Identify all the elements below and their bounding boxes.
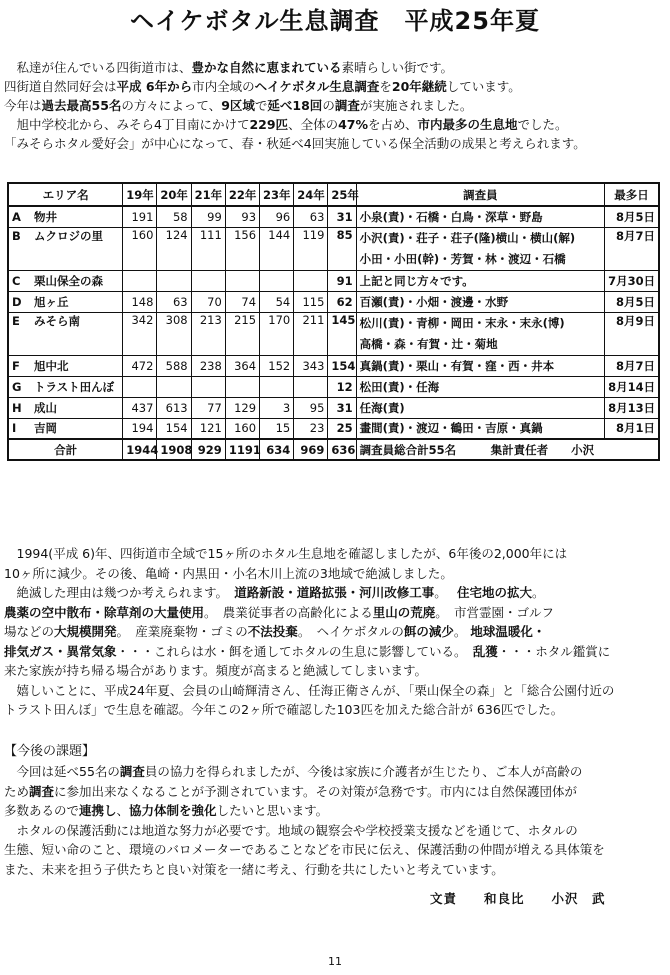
intro-line: 今年は過去最高55名の方々によって、9区域で延べ18回の調査が実施されました。: [4, 98, 473, 113]
count-cell: 85: [328, 227, 356, 270]
history-line: 絶滅した理由は幾つか考えられます。 道路新設・道路拡張・河川改修工事。 住宅地の拡大。: [4, 585, 545, 600]
future-line: ホタルの保護活動には地道な努力が必要です。地域の観察会や学校授業支援などを通じて、ホタルの: [4, 822, 578, 838]
count-cell: 115: [294, 291, 328, 312]
count-cell: 111: [191, 227, 225, 270]
intro-line: 旭中学校北から、みそら4丁目南にかけて229匹、全体の47%を占め、市内最多の生息地でした。: [4, 117, 568, 132]
count-cell: 144: [260, 227, 294, 270]
count-cell: 364: [225, 355, 259, 376]
future-line: 多数あるので連携し、協力体制を強化したいと思います。: [4, 803, 329, 818]
count-cell: 194: [123, 418, 157, 439]
count-cell: 25: [328, 418, 356, 439]
count-cell: 63: [157, 291, 191, 312]
count-cell: 99: [191, 206, 225, 227]
area-label: 旭ヶ丘: [34, 294, 69, 309]
count-cell: 91: [328, 270, 356, 291]
column-header: 21年: [191, 183, 225, 206]
surveyors-cell: 小泉(責)・石橋・白鳥・深草・野島: [356, 206, 605, 227]
count-cell: 238: [191, 355, 225, 376]
count-cell: 343: [294, 355, 328, 376]
peak-date-cell: 8月13日: [605, 397, 659, 418]
count-cell: [294, 376, 328, 397]
area-name: [8, 312, 123, 355]
count-cell: 156: [225, 227, 259, 270]
count-cell: 3: [260, 397, 294, 418]
area-name: [8, 397, 123, 418]
area-label: 吉岡: [34, 421, 57, 436]
history-line: 排気ガス・異常気象・・・これらは水・餌を通してホタルの生息に影響している。 乱獲・・・ホタル鑑賞に: [4, 643, 611, 659]
total-label: 合計: [8, 439, 123, 460]
count-cell: [157, 270, 191, 291]
surveyors-cell: 松田(責)・任海: [356, 376, 605, 397]
table-header-row: [8, 183, 659, 206]
column-header: 19年: [123, 183, 157, 206]
area-letter: C: [12, 273, 21, 288]
total-count-cell: 634: [260, 439, 294, 460]
count-cell: 145: [328, 312, 356, 355]
total-count-cell: 636: [328, 439, 356, 460]
count-cell: 588: [157, 355, 191, 376]
count-cell: 308: [157, 312, 191, 355]
area-letter: A: [12, 209, 21, 224]
total-count-cell: 929: [191, 439, 225, 460]
future-line: また、未来を担う子供たちと良い対策を一緒に考え、行動を共にしたいと考えています。: [4, 861, 504, 877]
area-letter: G: [12, 379, 22, 394]
area-label: 成山: [34, 400, 57, 415]
count-cell: [225, 376, 259, 397]
total-count-cell: 1944: [123, 439, 157, 460]
history-line: 場などの大規模開発。 産業廃棄物・ゴミの不法投棄。 ヘイケボタルの餌の減少。 地球温暖化・: [4, 624, 546, 639]
peak-date-cell: 8月5日: [605, 291, 659, 312]
page-number: 11: [328, 955, 342, 968]
area-label: みそら南: [34, 313, 80, 328]
area-name: [8, 418, 123, 439]
table-row: [8, 206, 659, 227]
count-cell: 213: [191, 312, 225, 355]
column-header: 25年: [328, 183, 356, 206]
column-header: 22年: [225, 183, 259, 206]
peak-date-cell: 8月1日: [605, 418, 659, 439]
area-name: [8, 206, 123, 227]
count-cell: 58: [157, 206, 191, 227]
signature: 文責 和良比 小沢 武: [430, 891, 606, 906]
area-name: [8, 270, 123, 291]
surveyors-cell: 百瀬(責)・小畑・渡邊・水野: [356, 291, 605, 312]
count-cell: 93: [225, 206, 259, 227]
page-title: ヘイケボタル生息調査 平成25年夏: [130, 7, 540, 35]
count-cell: 96: [260, 206, 294, 227]
column-header: 23年: [260, 183, 294, 206]
count-cell: 154: [157, 418, 191, 439]
count-cell: 342: [123, 312, 157, 355]
area-letter: D: [12, 294, 22, 309]
future-line: ため調査に参加出来なくなることが予測されています。その対策が急務です。市内には自然保護団体が: [4, 783, 578, 799]
count-cell: 472: [123, 355, 157, 376]
column-header: 24年: [294, 183, 328, 206]
total-surveyors: 調査員総合計55名 集計責任者 小沢: [356, 439, 659, 460]
column-header: 20年: [157, 183, 191, 206]
future-line: 生態、短い命のこと、環境のバロメーターであることなどを市民に伝え、保護活動の仲間が増える具体策を: [4, 842, 605, 857]
count-cell: 95: [294, 397, 328, 418]
history-line: 農薬の空中散布・除草剤の大量使用。 農業従事者の高齢化による里山の荒廃。 市営霊園・ゴルフ: [4, 604, 555, 620]
count-cell: 152: [260, 355, 294, 376]
total-row: [8, 439, 659, 460]
intro-line: 「みそらホタル愛好会」が中心になって、春・秋延べ4回実施している保全活動の成果と考えられます。: [4, 136, 586, 151]
peak-date-cell: 8月5日: [605, 206, 659, 227]
area-label: 物井: [34, 209, 57, 224]
survey-table: [7, 182, 660, 461]
area-letter: H: [12, 400, 22, 415]
table-row: [8, 270, 659, 291]
count-cell: [157, 376, 191, 397]
count-cell: 23: [294, 418, 328, 439]
surveyors-cell: 上記と同じ方々です。: [356, 270, 605, 291]
count-cell: [294, 270, 328, 291]
count-cell: 121: [191, 418, 225, 439]
count-cell: 437: [123, 397, 157, 418]
count-cell: 129: [225, 397, 259, 418]
count-cell: 148: [123, 291, 157, 312]
count-cell: [123, 376, 157, 397]
count-cell: 170: [260, 312, 294, 355]
table-row: [8, 376, 659, 397]
peak-date-cell: 8月14日: [605, 376, 659, 397]
count-cell: 54: [260, 291, 294, 312]
table-row: [8, 397, 659, 418]
history-paragraph: [4, 544, 664, 720]
total-count-cell: 969: [294, 439, 328, 460]
surveyors-cell: 松川(責)・青柳・岡田・末永・末永(博) 高橋・森・有賀・辻・菊地: [356, 312, 605, 355]
count-cell: 63: [294, 206, 328, 227]
count-cell: [191, 270, 225, 291]
area-name: [8, 291, 123, 312]
surveyors-cell: 任海(責): [356, 397, 605, 418]
total-count-cell: 1191: [225, 439, 259, 460]
count-cell: 62: [328, 291, 356, 312]
count-cell: 160: [225, 418, 259, 439]
count-cell: 613: [157, 397, 191, 418]
peak-date-cell: 8月7日: [605, 227, 659, 270]
history-line: 来た家族が持ち帰る場合があります。頻度が高まると絶滅してしまいます。: [4, 663, 428, 678]
count-cell: 77: [191, 397, 225, 418]
intro-paragraph: [4, 58, 664, 153]
count-cell: 191: [123, 206, 157, 227]
area-name: [8, 376, 123, 397]
area-label: トラスト田んぼ: [34, 379, 115, 394]
intro-line: 私達が住んでいる四街道市は、豊かな自然に恵まれている素晴らしい街です。: [4, 60, 454, 75]
table-row: [8, 418, 659, 439]
table-row: [8, 312, 659, 355]
count-cell: 215: [225, 312, 259, 355]
future-paragraph: [4, 762, 664, 879]
area-letter: B: [12, 228, 21, 243]
history-line: 嬉しいことに、平成24年夏、会員の山崎輝清さん、任海正衛さんが、「栗山保全の森」と「総合公園付近の: [4, 682, 615, 698]
count-cell: [123, 270, 157, 291]
count-cell: [260, 270, 294, 291]
count-cell: 211: [294, 312, 328, 355]
area-label: 栗山保全の森: [34, 273, 103, 288]
area-letter: I: [12, 421, 17, 436]
table-row: [8, 227, 659, 270]
surveyors-cell: 真鍋(責)・栗山・有賀・窪・西・井本: [356, 355, 605, 376]
surveyors-cell: 小沢(責)・荘子・荘子(隆)横山・横山(解) 小田・小田(幹)・芳賀・林・渡辺・石橋: [356, 227, 605, 270]
count-cell: [225, 270, 259, 291]
count-cell: [260, 376, 294, 397]
column-header: 最多日: [605, 183, 659, 206]
intro-line: 四街道自然同好会は平成 6年から市内全域のヘイケボタル生息調査を20年継続しています。: [4, 79, 521, 94]
future-section-title: 【今後の課題】: [4, 744, 96, 759]
count-cell: 119: [294, 227, 328, 270]
table-row: [8, 355, 659, 376]
area-name: [8, 227, 123, 270]
count-cell: 160: [123, 227, 157, 270]
history-line: 10ヶ所に減少。その後、亀崎・内黒田・小名木川上流の3地域で絶滅しました。: [4, 565, 453, 581]
count-cell: [191, 376, 225, 397]
count-cell: 31: [328, 206, 356, 227]
history-line: 1994(平成 6)年、四街道市全域で15ヶ所のホタル生息地を確認しましたが、6年後の2,000年には: [4, 546, 568, 561]
area-letter: E: [12, 313, 20, 328]
column-header: エリア名: [8, 183, 123, 206]
count-cell: 15: [260, 418, 294, 439]
count-cell: 31: [328, 397, 356, 418]
area-letter: F: [12, 358, 20, 373]
peak-date-cell: 7月30日: [605, 270, 659, 291]
history-line: トラスト田んぼ」で生息を確認。今年この2ヶ所で確認した103匹を加えた総合計が 636匹でした。: [4, 702, 564, 717]
table-row: [8, 291, 659, 312]
count-cell: 12: [328, 376, 356, 397]
total-count-cell: 1908: [157, 439, 191, 460]
peak-date-cell: 8月9日: [605, 312, 659, 355]
area-label: 旭中北: [34, 358, 69, 373]
area-name: [8, 355, 123, 376]
peak-date-cell: 8月7日: [605, 355, 659, 376]
count-cell: 74: [225, 291, 259, 312]
count-cell: 124: [157, 227, 191, 270]
count-cell: 70: [191, 291, 225, 312]
surveyors-cell: 畫間(責)・渡辺・鶴田・吉原・真鍋: [356, 418, 605, 439]
count-cell: 154: [328, 355, 356, 376]
column-header: 調査員: [356, 183, 605, 206]
future-line: 今回は延べ55名の調査員の協力を得られましたが、今後は家族に介護者が生じたり、ご本人が高齢の: [4, 764, 583, 779]
area-label: ムクロジの里: [34, 228, 103, 243]
